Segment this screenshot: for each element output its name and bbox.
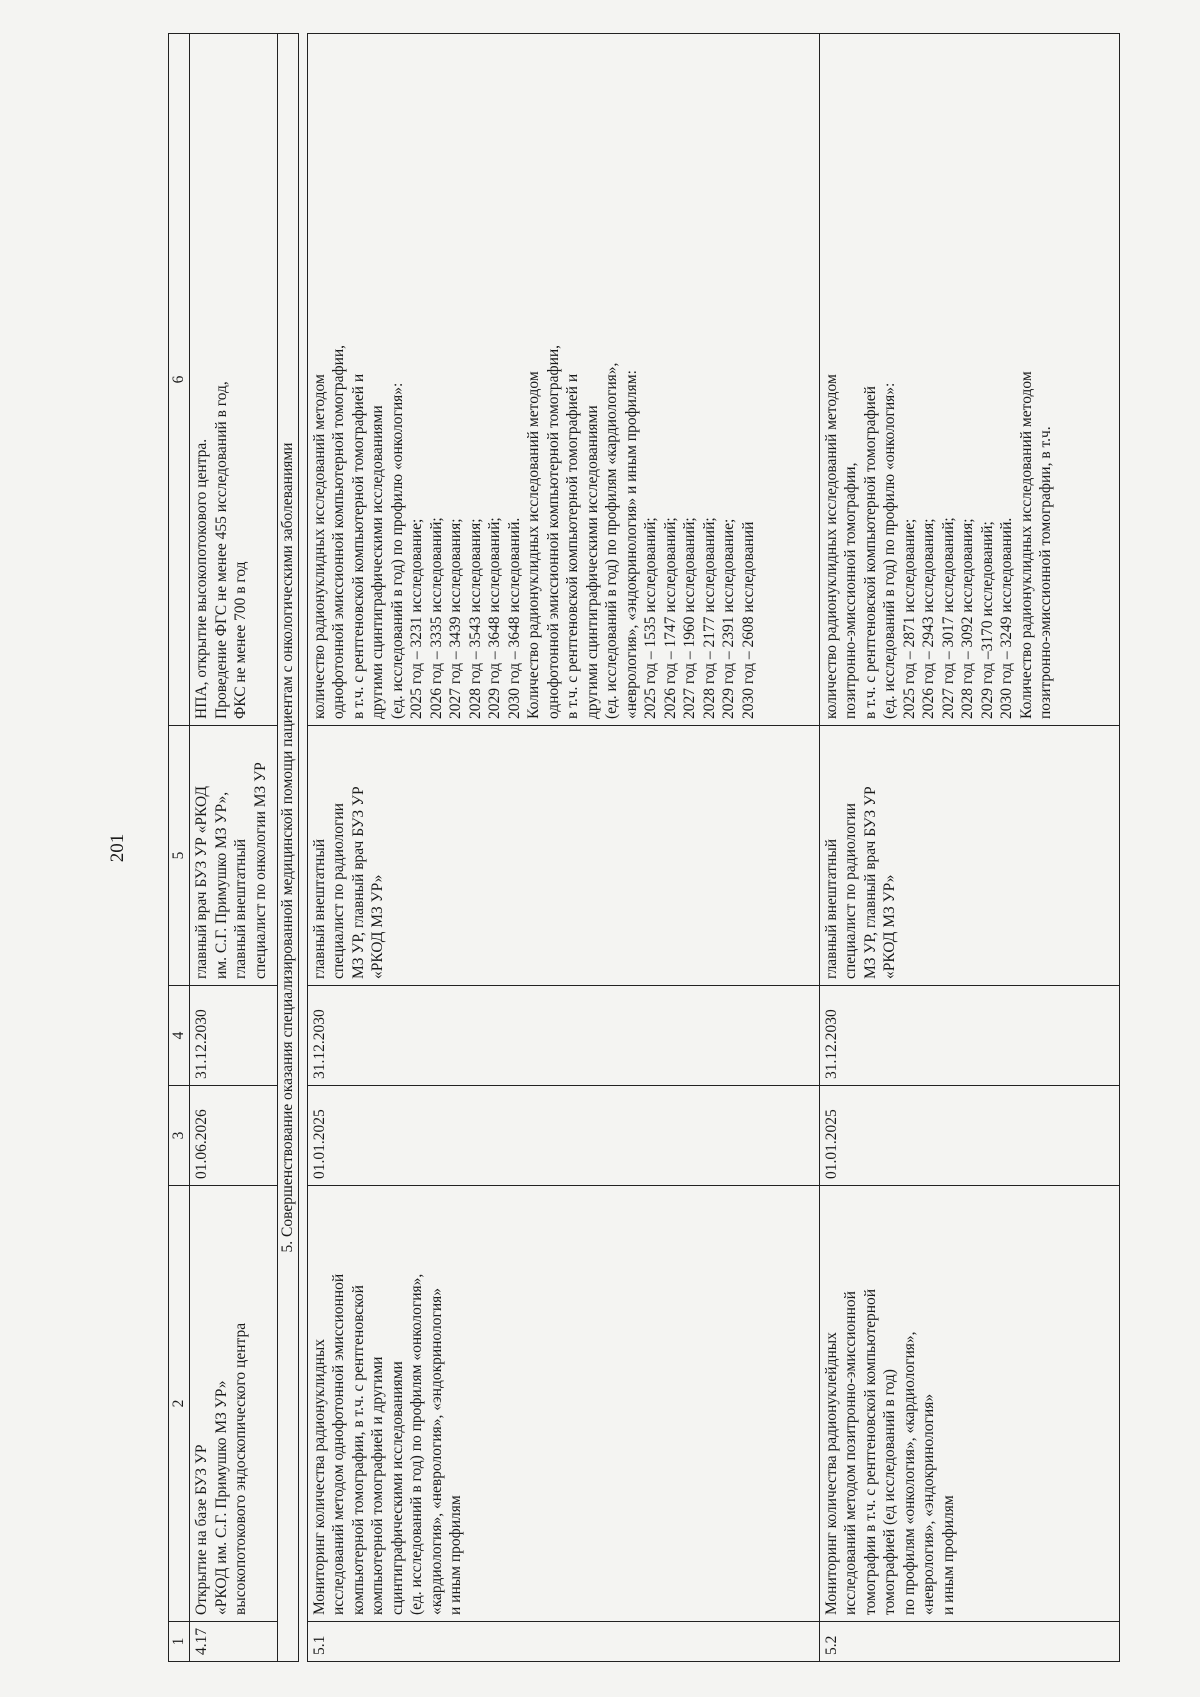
start-date-cell: 01.01.2025 (307, 1086, 819, 1186)
responsible-cell: главный врач БУЗ УР «РКОД им. С.Г. Примушко МЗ УР», главный внештатный специалист по онкологии МЗ УР (190, 726, 278, 986)
responsible-cell: главный внештатный специалист по радиологии МЗ УР, главный врач БУЗ УР «РКОД МЗ УР» (819, 726, 1119, 986)
header-col-5: 5 (169, 726, 190, 986)
result-cell: количество радионуклидных исследований методом однофотонной эмиссионной компьютерной томографии, в т.ч. с рентгеновской компьютерной томографией и другими сцинтиграфическими исследованиями (ед. исследований в год) по профилю «онкология»: 2025 год – 3231 исследование; 2026 год – 3335 исследований; 2027 год – 3439 исследования; 2028 год – 3543 исследования; 2029 год – 3648 исследований; 2030 год – 3648 исследований. Количество радионуклидных исследований методом однофотонной эмиссионной компьютерной томографии, в т.ч. с рентгеновской компьютерной томографией и другими сцинтиграфическими исследованиями (ед. исследований в год) по профилям «кардиология», «неврология», «эндокринология» и иным профилям: 2025 год – 1535 исследований; 2026 год – 1747 исследований; 2027 год – 1960 исследований; 2028 год – 2177 исследований; 2029 год – 2391 исследование; 2030 год – 2608 исследований (307, 34, 819, 726)
section-title: 5. Совершенствование оказания специализированной медицинской помощи пациентам с онкологическими заболеваниями (278, 34, 299, 1662)
header-col-4: 4 (169, 986, 190, 1086)
header-col-6: 6 (169, 34, 190, 726)
column-number-header (169, 34, 190, 1662)
header-col-2: 2 (169, 1186, 190, 1622)
start-date-cell: 01.06.2026 (190, 1086, 278, 1186)
action-cell: Мониторинг количества радионуклидных исследований методом однофотонной эмиссионной компьютерной томографии, в т.ч. с рентгеновской компьютерной томографией и другими сцинтиграфическими исследованиями (ед. исследований в год) по профилям «онкология», «кардиология», «неврология», «эндокринология» и иным профилям (307, 1186, 819, 1622)
page-number: 201 (107, 833, 128, 863)
measures-table (168, 33, 1120, 1662)
rotated-table-container (168, 34, 1198, 1662)
row-number: 5.1 (307, 1622, 819, 1662)
responsible-cell: главный внештатный специалист по радиологии МЗ УР, главный врач БУЗ УР «РКОД МЗ УР» (307, 726, 819, 986)
header-col-3: 3 (169, 1086, 190, 1186)
action-cell: Мониторинг количества радионуклейдных исследований методом позитронно-эмиссионной томографии в т.ч. с рентгеновской компьютерной томографией (ед исследований в год) по профилям «онкология», «кардиология», «неврология», «эндокринология» и иным профилям (819, 1186, 1119, 1622)
header-col-1: 1 (169, 1622, 190, 1662)
gap-cell (298, 34, 307, 1662)
start-date-cell: 01.01.2025 (819, 1086, 1119, 1186)
result-cell: количество радионуклидных исследований методом позитронно-эмиссионной томографии, в т.ч. с рентгеновской компьютерной томографией (ед. исследований в год) по профилю «онкология»: 2025 год – 2871 исследование; 2026 год – 2943 исследования; 2027 год – 3017 исследований; 2028 год – 3092 исследования; 2029 год –3170 исследований; 2030 год – 3249 исследований. Количество радионуклидных исследований методом позитронно-эмиссионной томографии, в т.ч. (819, 34, 1119, 726)
row-number: 5.2 (819, 1622, 1119, 1662)
end-date-cell: 31.12.2030 (819, 986, 1119, 1086)
table-row-5-2 (819, 34, 1119, 1662)
result-cell: НПА, открытие высокопотокового центра. Проведение ФГС не менее 455 исследований в год, ФКС не менее 700 в год (190, 34, 278, 726)
end-date-cell: 31.12.2030 (190, 986, 278, 1086)
table-gap (298, 34, 307, 1662)
table-row-5-1 (307, 34, 819, 1662)
section-heading-row (278, 34, 299, 1662)
table-row-4-17 (190, 34, 278, 1662)
end-date-cell: 31.12.2030 (307, 986, 819, 1086)
action-cell: Открытие на базе БУЗ УР «РКОД им. С.Г. Примушко МЗ УР» высокопотокового эндоскопического центра (190, 1186, 278, 1622)
row-number: 4.17 (190, 1622, 278, 1662)
